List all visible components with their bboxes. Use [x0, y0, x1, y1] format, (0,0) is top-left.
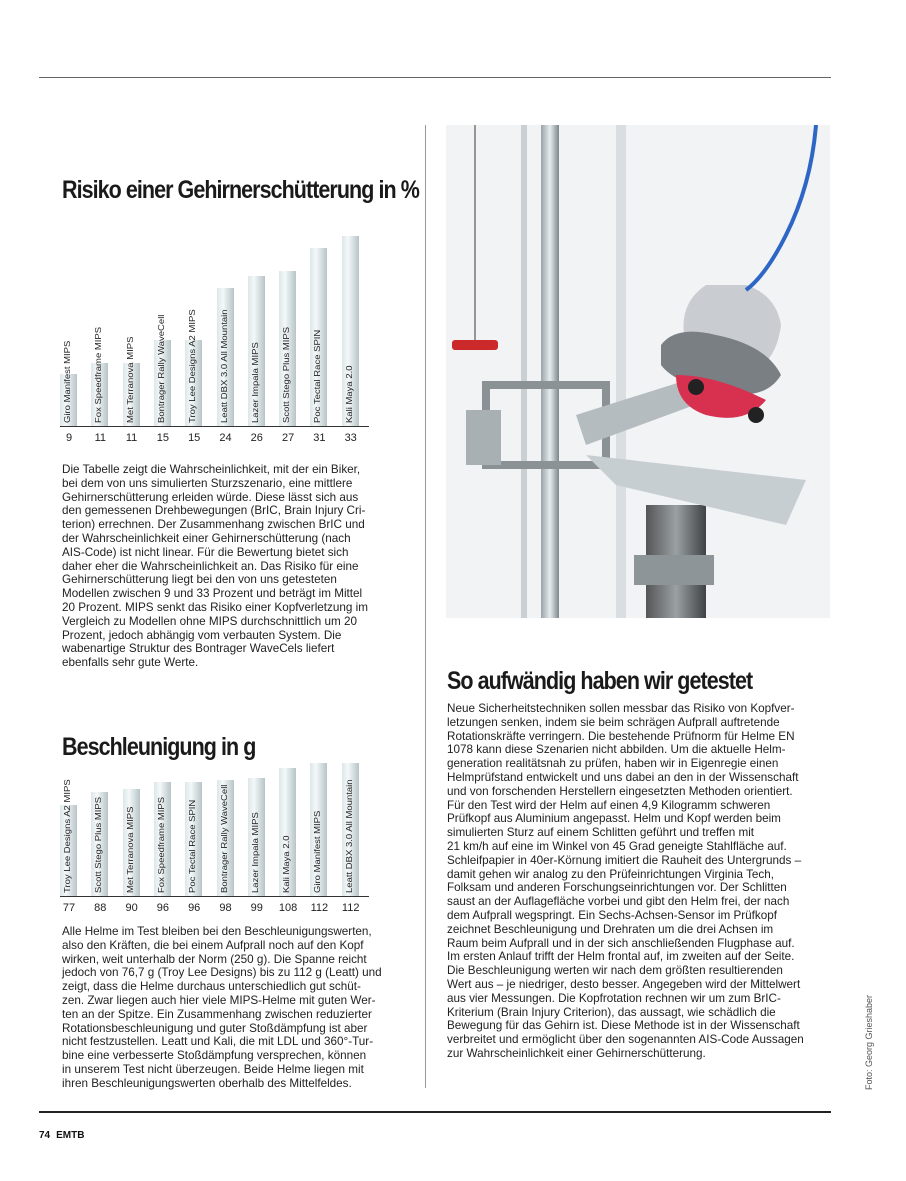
bar-category-label: Fox Speedframe MIPS [94, 326, 104, 423]
chart-baseline [60, 426, 369, 427]
bar-category-label: Poc Tectal Race SPIN [188, 799, 198, 893]
top-rule [39, 77, 831, 78]
page-number: 74 [39, 1130, 51, 1141]
bar-value-label: 96 [188, 902, 201, 914]
bar-value-label: 31 [313, 432, 326, 444]
bar-category-label: Troy Lee Designs A2 MIPS [188, 309, 198, 423]
chart-concussion-risk [60, 230, 380, 452]
bar-category-label: Troy Lee Designs A2 MIPS [63, 779, 73, 893]
chart-acceleration [60, 760, 380, 914]
section-heading: So aufwändig haben wir getestet [447, 667, 753, 695]
helmet-test-rig-photo [446, 125, 830, 618]
bottom-rule [39, 1111, 831, 1113]
bar-value-label: 9 [65, 432, 73, 444]
bar-category-label: Scott Stego Plus MIPS [282, 326, 292, 423]
bar-value-label: 98 [219, 902, 232, 914]
bar-category-label: Bontrager Rally WaveCell [219, 784, 229, 893]
bar-category-label: Lazer Impala MIPS [250, 812, 261, 893]
bar-category-label: Giro Manifest MIPS [63, 340, 73, 423]
bar-value-label: 96 [156, 902, 170, 914]
chart-baseline [60, 896, 369, 897]
bar-category-label: Met Terranova MIPS [125, 336, 135, 423]
page-footer [39, 1130, 90, 1141]
bar-value-label: 15 [156, 432, 170, 444]
bar-category-label: Lazer Impala MIPS [250, 342, 261, 423]
chart1-title: Risiko einer Gehirnerschütterung in % [62, 176, 419, 204]
column-divider [425, 125, 426, 1088]
text-acceleration: Alle Helme im Test bleiben bei den Beschleunigungswerten, also den Kräften, die bei einem Aufprall noch auf den Kopf wirken, weit unterhalb der Norm (250 g). Die Spanne reicht jedoch von 76,7 g (Troy Lee Designs) bis zu 112 g (Leatt) und zeigt, dass die Helme durchaus unterschiedlich gut schüt- zen. Zwar liegen auch hier viele MIPS-Helme mit guten Wer- ten an der Spitze. Ein Zusammenhang zwischen reduzierter Rotationsbeschleunigung und guter Stoßdämpfung ist aber nicht festzustellen. Leatt und Kali, die mit LDL und 360°-Tur- bine eine verbesserte Stoßdämpfung versprechen, können in unserem Test nicht überzeugen. Beide Helme liegen mit ihren Beschleunigungswerten oberhalb des Mittelfeldes. [62, 925, 382, 1090]
bar-category-label: Fox Speedframe MIPS [156, 796, 167, 893]
bar-category-label: Kali Maya 2.0 [282, 835, 292, 893]
photo-credit: Foto: Georg Grieshaber [864, 994, 874, 1090]
bar-category-label: Scott Stego Plus MIPS [94, 796, 104, 893]
bar-value-label: 26 [250, 432, 263, 444]
text-method: Neue Sicherheitstechniken sollen messbar das Risiko von Kopfver- letzungen senken, indem sie beim schrägen Aufprall auftretende Rotationskräfte verringern. Die bestehende Prüfnorm für Helme EN 1078 kann diese Szenarien nicht abbilden. Um die aktuelle Helm- generation realitätsnah zu prüfen, haben wir in Eigenregie einen Helmprüfstand entwickelt und uns dabei an den in der Wissenschaft und von forschenden Herstellern eingesetzten Methoden orientiert. Für den Test wird der Helm auf einen 4,9 Kilogramm schweren Prüfkopf aus Aluminium angepasst. Helm und Kopf werden beim simulierten Sturz auf einem Schlitten geführt und treffen mit 21 km/h auf eine im Winkel von 45 Grad geneigte Stahlfläche auf. Schleifpapier in 40er-Körnung imitiert die Rauheit des Untergrunds – damit gehen wir analog zu den Prüfeinrichtungen Virginia Tech, Folksam und anderen Forschungseinrichtungen vor. Der Schlitten saust an der Auflagefläche vorbei und gibt den Helm frei, der nach dem Aufprall wegspringt. Ein Sechs-Achsen-Sensor im Prüfkopf zeichnet Beschleunigung und Drehraten um die drei Achsen im Raum beim Aufprall und in der sich anschließenden Flugphase auf. Im ersten Anlauf trifft der Helm frontal auf, im zweiten auf der Seite. Die Beschleunigung werten wir nach dem größten resultierenden Wert aus – je niedriger, desto besser. Angegeben wird der Mittelwert aus vier Messungen. Die Kopfrotation rechnen wir um zum BrIC- Kriterium (Brain Injury Criterion), das aussagt, wie schädlich die Bewegung für das Gehirn ist. Diese Methode ist in der Wissenschaft verbreitet und ermöglicht über den sogenannten AIS-Code Aussagen zur Wahrscheinlichkeit einer Gehirnerschütterung. [447, 702, 804, 1060]
bar-value-label: 27 [281, 432, 295, 444]
bar-category-label: Met Terranova MIPS [125, 806, 135, 893]
bar-value-label: 88 [94, 902, 107, 914]
bar-value-label: 24 [219, 432, 232, 444]
bar-value-label: 33 [344, 432, 357, 444]
bar-category-label: Bontrager Rally WaveCell [156, 314, 167, 423]
bar-category-label: Poc Tectal Race SPIN [313, 329, 323, 423]
bar-category-label: Giro Manifest MIPS [313, 810, 323, 893]
chart2-title: Beschleunigung in g [62, 733, 256, 761]
bar-value-label: 99 [250, 902, 263, 914]
bar-category-label: Kali Maya 2.0 [344, 365, 355, 423]
bar-category-label: Leatt DBX 3.0 All Mountain [344, 779, 355, 893]
text-concussion: Die Tabelle zeigt die Wahrscheinlichkeit, mit der ein Biker, bei dem von uns simulierten Sturzszenario, eine mittlere Gehirnerschütterung erleiden würde. Diese lässt sich aus den gemessenen Drehbewegungen (BrIC, Brain Injury Cri- terion) errechnen. Der Zusammenhang zwischen BrIC und der Wahrscheinlichkeit einer Gehirnerschütterung (nach AIS-Code) ist nicht linear. Für die Bewertung bietet sich daher eher die Wahrscheinlichkeit an. Das Risiko für eine Gehirnerschütterung liegt bei den von uns getesteten Modellen zwischen 9 und 33 Prozent und beträgt im Mittel 20 Prozent. MIPS senkt das Risiko einer Kopfverletzung im Vergleich zu Modellen ohne MIPS durchschnittlich um 20 Prozent, jedoch abhängig vom verbauten System. Die wabenartige Struktur des Bontrager WaveCels liefert ebenfalls sehr gute Werte. [62, 463, 368, 670]
magazine-name: EMTB [56, 1130, 85, 1141]
bar-category-label: Leatt DBX 3.0 All Mountain [219, 309, 229, 423]
bar-value-label: 77 [62, 902, 76, 914]
bar-value-label: 11 [94, 432, 106, 444]
bar-value-label: 90 [125, 902, 138, 914]
bar-value-label: 11 [125, 432, 138, 444]
bar-value-label: 15 [188, 432, 201, 444]
bar-value-label: 112 [310, 902, 329, 914]
bar-value-label: 112 [341, 902, 360, 914]
bar-value-label: 108 [278, 902, 298, 914]
